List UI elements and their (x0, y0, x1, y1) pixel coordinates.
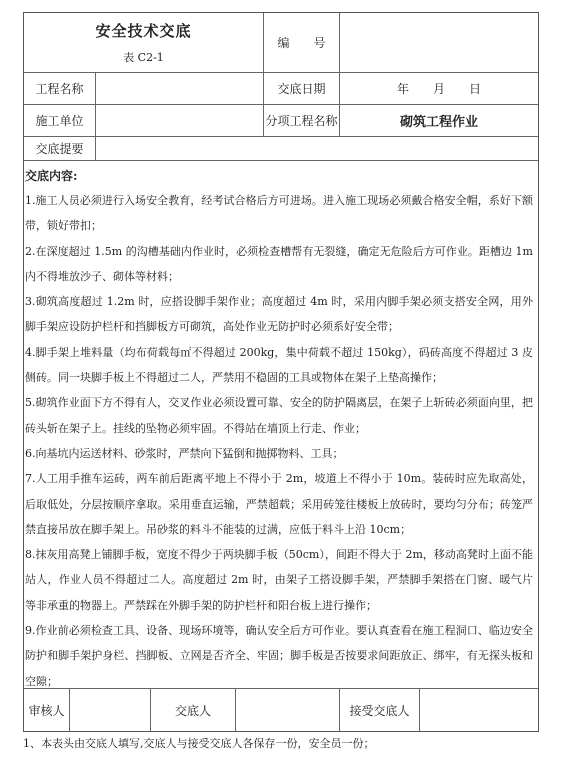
number-label: 编 号 (264, 13, 340, 73)
content-item-3: 3.砌筑高度超过 1.2m 时，应搭设脚手架作业；高度超过 4m 时，采用内脚手架必须支搭安全网，用外脚手架应设防护栏杆和挡脚板方可砌筑，高处作业无防护时必须系好安全带； (25, 295, 533, 334)
subproject-value[interactable]: 砌筑工程作业 (340, 105, 538, 137)
receiver-value[interactable] (420, 689, 538, 731)
project-name-label: 工程名称 (24, 73, 96, 105)
subproject-label: 分项工程名称 (264, 105, 340, 137)
reviewer-label: 审核人 (24, 689, 70, 731)
content-title: 交底内容: (25, 169, 78, 183)
content-item-5: 5.砌筑作业面下方不得有人，交叉作业必须设置可靠、安全的防护隔离层，在架子上斩砖必须面向里，把砖头斩在架子上。挂线的坠物必须牢固。不得站在墙顶上行走、作业； (25, 396, 533, 435)
number-value[interactable] (340, 13, 538, 73)
discloser-label: 交底人 (151, 689, 236, 731)
content-item-1: 1.施工人员必须进行入场安全教育，经考试合格后方可进场。进入施工现场必须戴合格安全帽，系好下额带，锁好带扣； (25, 194, 533, 233)
content-item-4: 4.脚手架上堆料量（均布荷载每㎡不得超过 200kg，集中荷载不超过 150kg），码砖高度不得超过 3 皮侧砖。同一块脚手板上不得超过二人，严禁用不稳固的工具或物体在架子上垫高操作； (25, 345, 533, 385)
content-item-2: 2.在深度超过 1.5m 的沟槽基础内作业时，必须检查槽帮有无裂缝，确定无危险后方可作业。距槽边 1m 内不得堆放沙子、砌体等材料； (25, 244, 533, 283)
contractor-label: 施工单位 (24, 105, 96, 137)
project-name-value[interactable] (96, 73, 264, 105)
form-title: 安全技术交底 (95, 22, 192, 40)
content-item-6: 6.向基坑内运送材料、砂浆时，严禁向下猛倒和抛掷物料、工具； (25, 446, 344, 460)
summary-value[interactable] (96, 137, 538, 161)
discloser-value[interactable] (236, 689, 340, 731)
content-item-7: 7.人工用手推车运砖，两车前后距离平地上不得小于 2m，坡道上不得小于 10m。装砖时应先取高处，后取低处，分层按顺序拿取。采用垂直运输，严禁超载；采用砖笼往楼板上放砖时，要均匀分布；砖笼严禁直接吊放在脚手架上。吊砂浆的料斗不能装的过满，应低于料斗上沿 10cm； (25, 472, 533, 536)
summary-label: 交底提要 (24, 137, 96, 161)
date-label: 交底日期 (264, 73, 340, 105)
form-number: 表 C2-1 (123, 51, 164, 64)
safety-disclosure-form (23, 12, 539, 732)
reviewer-value[interactable] (70, 689, 151, 731)
content-item-8: 8.抹灰用高凳上铺脚手板，宽度不得少于两块脚手板（50cm），间距不得大于 2m，移动高凳时上面不能站人，作业人员不得超过二人。高度超过 2m 时，由架子工搭设脚手架，严禁脚手架搭在门窗、暖气片等非承重的物器上。严禁踩在外脚手架的防护栏杆和阳台板上进行操作； (25, 548, 533, 612)
disclosure-content (24, 161, 538, 689)
contractor-value[interactable] (96, 105, 264, 137)
content-item-9: 9.作业前必须检查工具、设备、现场环境等，确认安全后方可作业。要认真查看在施工程洞口、临边安全防护和脚手架护身栏、挡脚板、立网是否齐全、牢固；脚手板是否按要求间距放正、绑牢，有无探头板和空隙； (25, 624, 533, 688)
receiver-label: 接受交底人 (340, 689, 420, 731)
footnote: 1、本表头由交底人填写,交底人与接受交底人各保存一份，安全员一份； (23, 737, 375, 750)
title-cell (24, 13, 264, 73)
date-value[interactable]: 年 月 日 (340, 73, 538, 105)
